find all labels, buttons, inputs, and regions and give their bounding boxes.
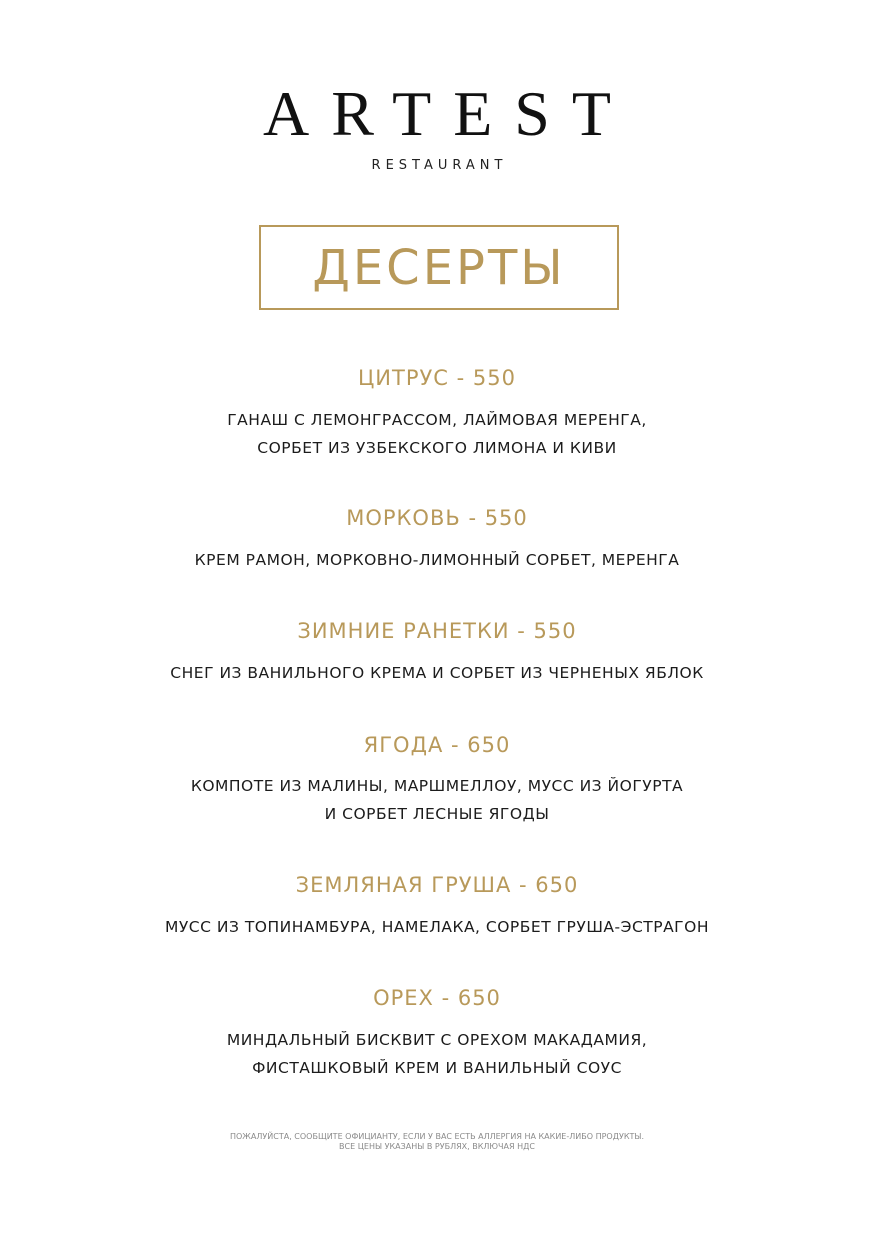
- menu-item-name: МОРКОВЬ - 550: [346, 506, 528, 530]
- menu-item-name: ЗЕМЛЯНАЯ ГРУША - 650: [295, 873, 579, 897]
- section-title-frame: [259, 225, 619, 310]
- description-line: КРЕМ РАМОН, МОРКОВНО-ЛИМОННЫЙ СОРБЕТ, МЕРЕНГА: [194, 551, 680, 569]
- menu-item-name: ЦИТРУС - 550: [358, 366, 516, 390]
- description-line: ФИСТАШКОВЫЙ КРЕМ И ВАНИЛЬНЫЙ СОУС: [252, 1059, 622, 1077]
- menu-item-name: ЗИМНИЕ РАНЕТКИ - 550: [297, 619, 577, 643]
- description-line: СНЕГ ИЗ ВАНИЛЬНОГО КРЕМА И СОРБЕТ ИЗ ЧЕРНЕНЫХ ЯБЛОК: [170, 664, 704, 682]
- menu-item-name: ЯГОДА - 650: [363, 733, 511, 757]
- section-title: ДЕСЕРТЫ: [312, 239, 566, 296]
- restaurant-subtitle: RESTAURANT: [371, 158, 508, 173]
- menu-item-description: [0, 546, 874, 574]
- menu-item-description: [0, 659, 874, 687]
- menu-item-description: [0, 772, 874, 828]
- footer-note: [0, 1132, 874, 1152]
- menu-item-name: ОРЕХ - 650: [373, 986, 501, 1010]
- menu-item-description: [0, 913, 874, 941]
- restaurant-logo: ARTEST: [263, 78, 633, 149]
- description-line: МУСС ИЗ ТОПИНАМБУРА, НАМЕЛАКА, СОРБЕТ ГРУША-ЭСТРАГОН: [164, 918, 709, 936]
- description-line: КОМПОТЕ ИЗ МАЛИНЫ, МАРШМЕЛЛОУ, МУСС ИЗ ЙОГУРТА: [190, 777, 684, 795]
- menu-item-description: [0, 406, 874, 462]
- description-line: СОРБЕТ ИЗ УЗБЕКСКОГО ЛИМОНА И КИВИ: [257, 439, 617, 457]
- description-line: МИНДАЛЬНЫЙ БИСКВИТ С ОРЕХОМ МАКАДАМИЯ,: [226, 1031, 648, 1049]
- menu-item-description: [0, 1026, 874, 1082]
- description-line: И СОРБЕТ ЛЕСНЫЕ ЯГОДЫ: [324, 805, 550, 823]
- footer-price-note: ВСЕ ЦЕНЫ УКАЗАНЫ В РУБЛЯХ, ВКЛЮЧАЯ НДС: [339, 1142, 535, 1151]
- footer-allergy-note: ПОЖАЛУЙСТА, СООБЩИТЕ ОФИЦИАНТУ, ЕСЛИ У ВАС ЕСТЬ АЛЛЕРГИЯ НА КАКИЕ-ЛИБО ПРОДУКТЫ.: [229, 1132, 645, 1141]
- description-line: ГАНАШ С ЛЕМОНГРАССОМ, ЛАЙМОВАЯ МЕРЕНГА,: [227, 411, 647, 429]
